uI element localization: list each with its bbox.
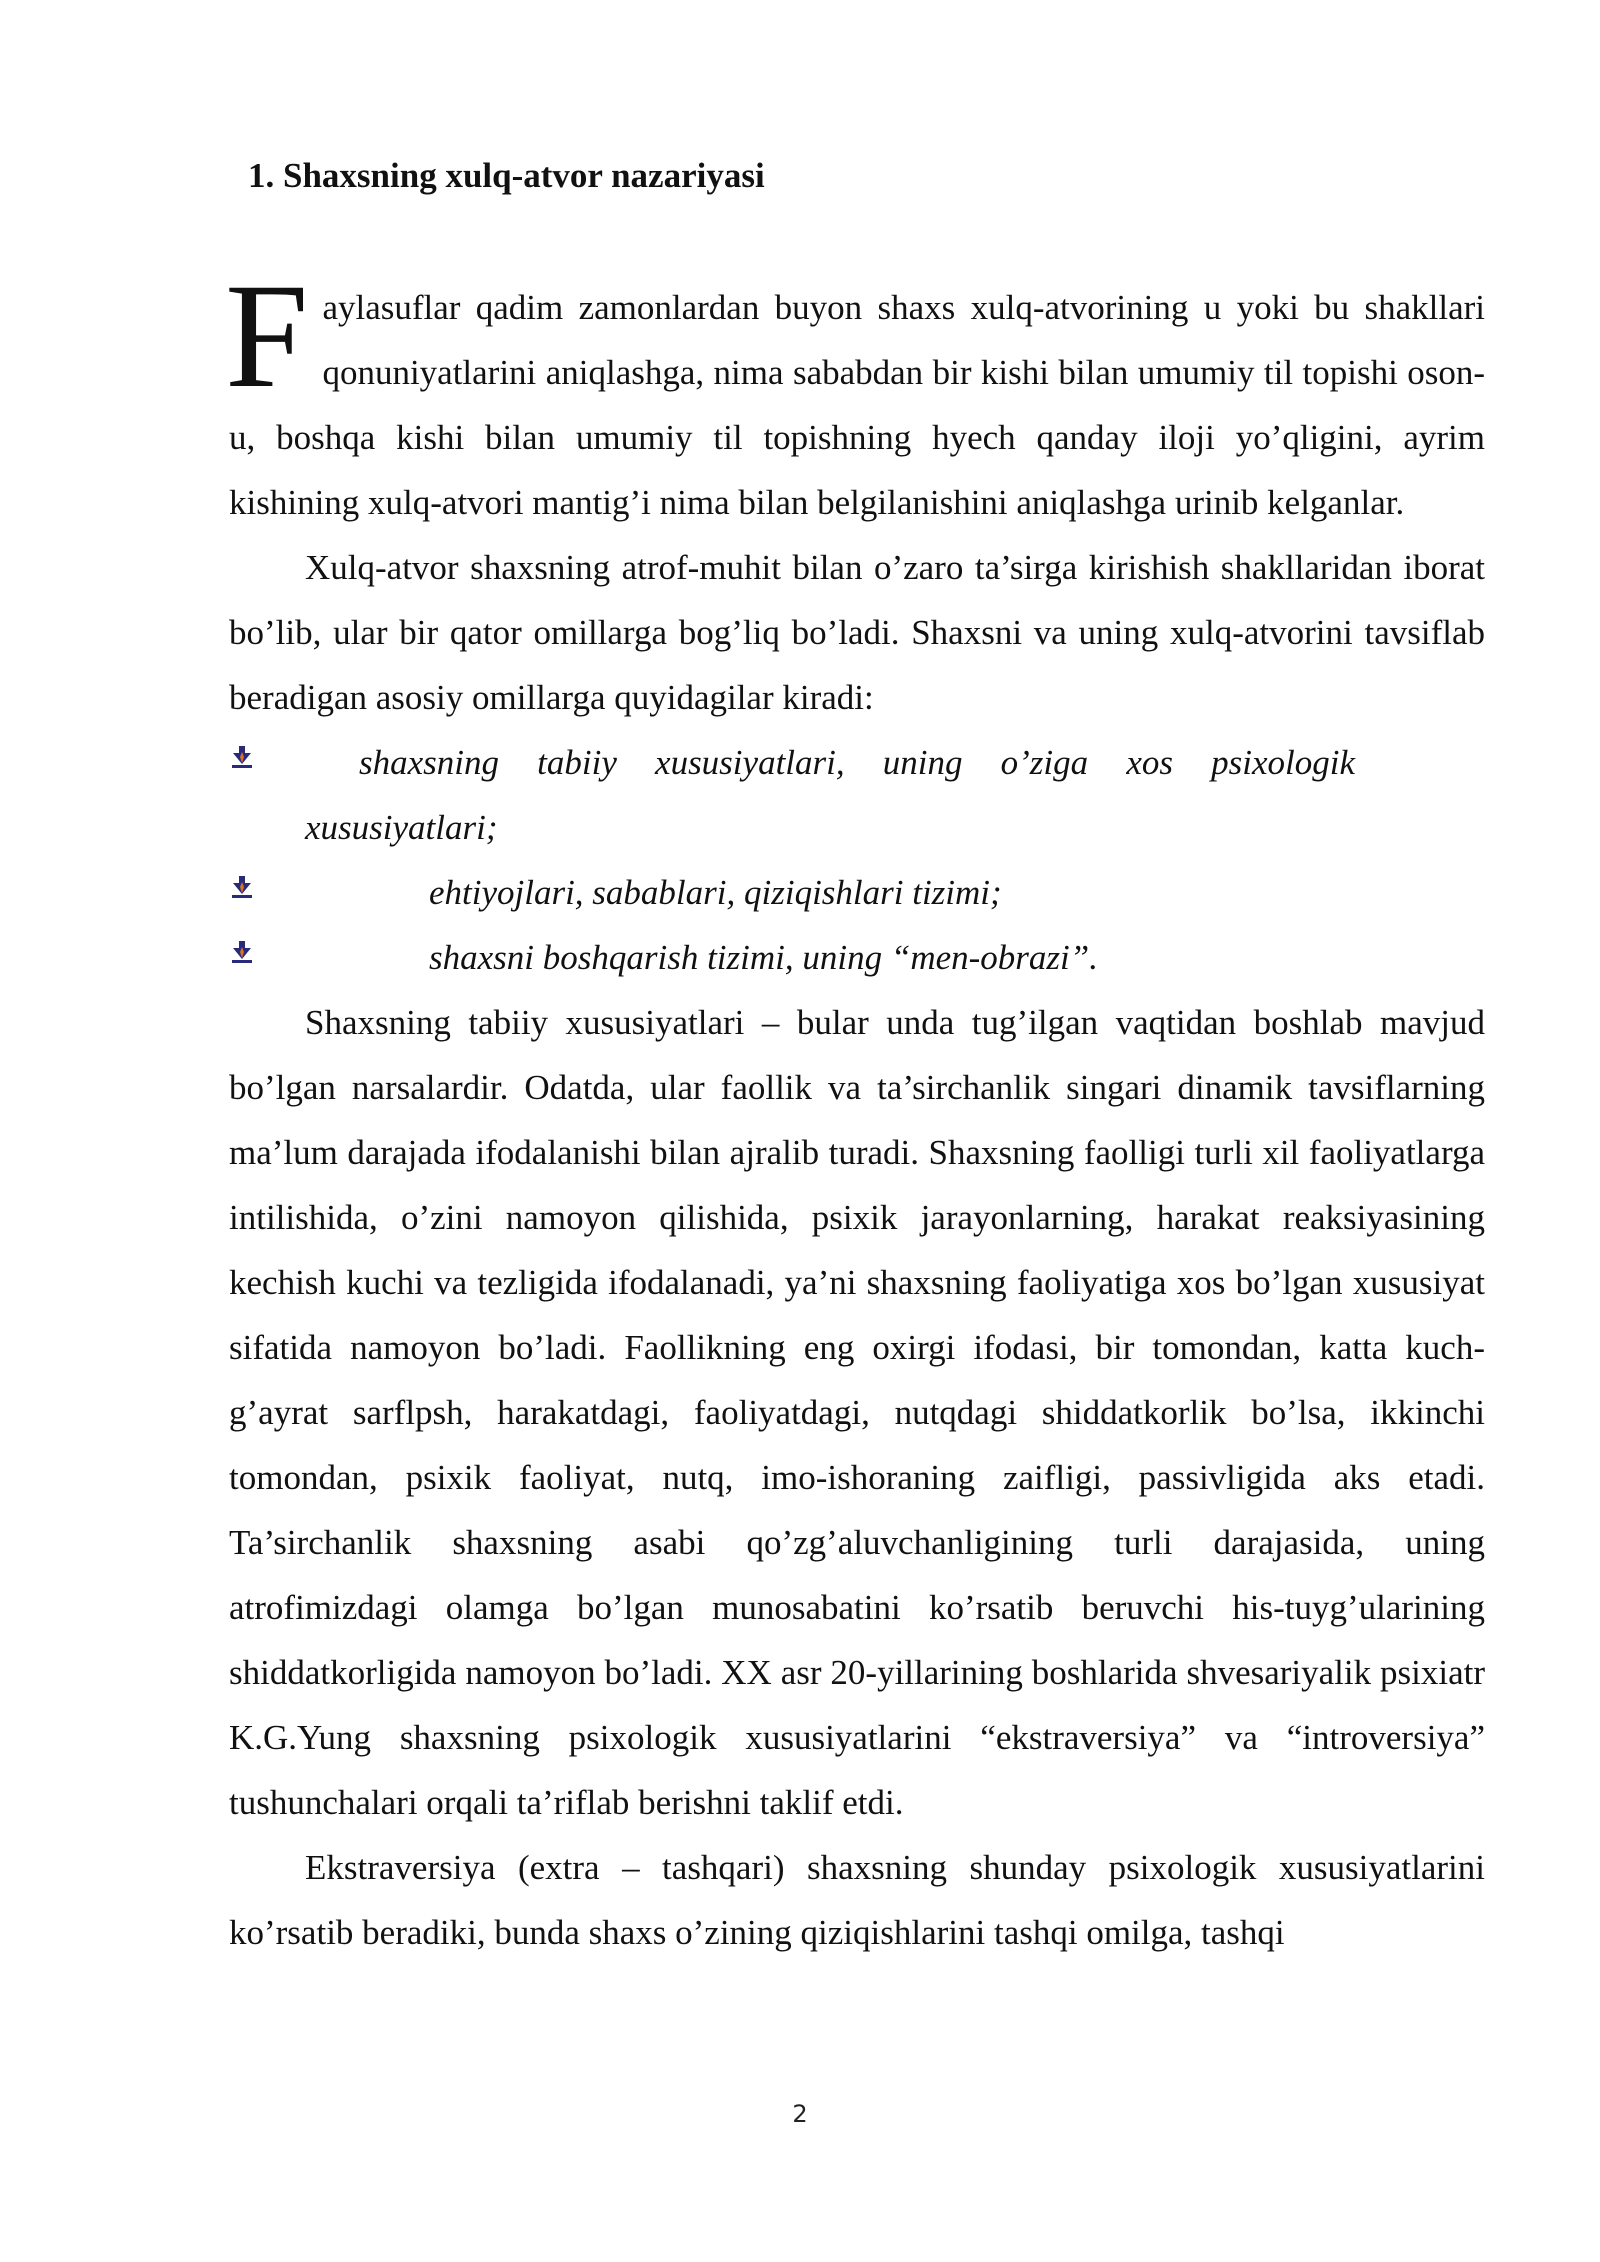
paragraph-factors: Xulq-atvor shaxsning atrof-muhit bilan o’zaro ta’sirga kirishish shakllaridan iborat bo’lib, ular bir qator omillarga bog’liq bo’ladi. Shaxsni va uning xulq-atvorini tavsiflab beradigan asosiy omillarga quyidagilar kiradi: — [229, 548, 1485, 717]
list-item-text: ehtiyojlari, sabablari, qiziqishlari tizimi; — [429, 873, 1002, 912]
list-item — [229, 925, 1485, 990]
body-text — [225, 253, 1485, 1965]
paragraph-intro — [225, 253, 1485, 535]
section-heading: 1. Shaxsning xulq-atvor nazariyasi — [248, 156, 765, 195]
arrow-bullet-icon — [229, 744, 255, 770]
list-item — [229, 730, 1485, 860]
list-item-text: shaxsni boshqarish tizimi, uning “men-obrazi”. — [429, 938, 1098, 977]
list-item-text: shaxsning tabiiy xususiyatlari, uning o’ziga xos psixologik — [359, 743, 1355, 782]
paragraph-intro-text: aylasuflar qadim zamonlardan buyon shaxs xulq-atvorining u yoki bu shakllari qonuniyatlarini aniqlashga, nima sababdan bir kishi bilan umumiy til topishi oson-u, boshqa kishi bilan umumiy til topishning hyech qanday iloji yo’qligini, ayrim kishining xulq-atvori mantig’i nima bilan belgilanishini aniqlashga urinib kelganlar. — [229, 288, 1485, 522]
arrow-bullet-icon — [229, 874, 255, 900]
drop-cap: F — [225, 253, 309, 419]
arrow-bullet-icon — [229, 939, 255, 965]
paragraph-extraversion: Ekstraversiya (extra – tashqari) shaxsning shunday psixologik xususiyatlarini ko’rsatib beradiki, bunda shaxs o’zining qiziqishlarini tashqi omilga, tashqi — [229, 1848, 1485, 1952]
list-item-text-cont: xususiyatlari; — [305, 808, 498, 847]
page-number: 2 — [792, 2100, 808, 2128]
paragraph-natural-traits: Shaxsning tabiiy xususiyatlari – bular unda tug’ilgan vaqtidan boshlab mavjud bo’lgan narsalardir. Odatda, ular faollik va ta’sirchanlik singari dinamik tavsiflarning ma’lum darajada ifodalanishi bilan ajralib turadi. Shaxsning faolligi turli xil faoliyatlarga intilishida, o’zini namoyon qilishida, psixik jarayonlarning, harakat reaksiyasining kechish kuchi va tezligida ifodalanadi, ya’ni shaxsning faoliyatiga xos bo’lgan xususiyat sifatida namoyon bo’ladi. Faollikning eng oxirgi ifodasi, bir tomondan, katta kuch-g’ayrat sarflpsh, harakatdagi, faoliyatdagi, nutqdagi shiddatkorlik bo’lsa, ikkinchi tomondan, psixik faoliyat, nutq, imo-ishoraning zaifligi, passivligida aks etadi. Ta’sirchanlik shaxsning asabi qo’zg’aluvchanligining turli darajasida, uning atrofimizdagi olamga bo’lgan munosabatini ko’rsatib beruvchi his-tuyg’ularining shiddatkorligida namoyon bo’ladi. XX asr 20-yillarining boshlarida shvesariyalik psixiatr K.G.Yung shaxsning psixologik xususiyatlarini “ekstraversiya” va “introversiya” tushunchalari orqali ta’riflab berishni taklif etdi. — [229, 1003, 1485, 1822]
list-item — [229, 860, 1485, 925]
